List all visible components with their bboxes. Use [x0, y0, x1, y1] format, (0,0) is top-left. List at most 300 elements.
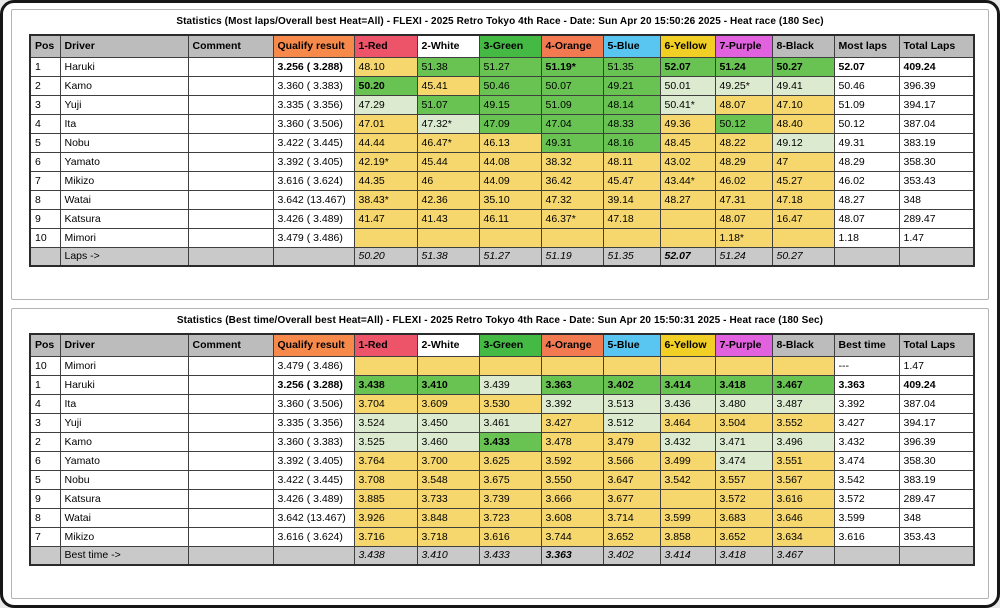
pos-cell: 7 [30, 171, 60, 190]
heat-cell: 50.12 [715, 114, 772, 133]
comment-cell [188, 76, 273, 95]
table-row [30, 190, 974, 209]
qualify-cell: 3.256 ( 3.288) [273, 375, 354, 394]
driver-cell: Kamo [60, 76, 188, 95]
heat-cell: 3.496 [772, 432, 834, 451]
heat-cell: 3.480 [715, 394, 772, 413]
result-cell: 48.29 [834, 152, 899, 171]
result-cell: 3.427 [834, 413, 899, 432]
summary-heat-cell: 51.35 [603, 247, 660, 266]
qualify-cell: 3.479 ( 3.486) [273, 356, 354, 375]
total-laps-cell: 394.17 [899, 413, 974, 432]
heat-cell: 3.700 [417, 451, 479, 470]
driver-cell: Mimori [60, 356, 188, 375]
heat-cell: 48.29 [715, 152, 772, 171]
total-laps-cell: 353.43 [899, 527, 974, 546]
qualify-cell: 3.392 ( 3.405) [273, 152, 354, 171]
heat-cell: 44.08 [479, 152, 541, 171]
heat-cell: 16.47 [772, 209, 834, 228]
comment-cell [188, 114, 273, 133]
summary-result-cell [834, 247, 899, 266]
heat-cell: 48.33 [603, 114, 660, 133]
heat-cell: 48.07 [715, 95, 772, 114]
summary-row [30, 546, 974, 565]
heat-cell: 47.32 [541, 190, 603, 209]
heat-cell: 3.487 [772, 394, 834, 413]
qualify-cell: 3.616 ( 3.624) [273, 527, 354, 546]
heat-cell: 3.410 [417, 375, 479, 394]
pos-cell: 6 [30, 451, 60, 470]
comment-cell [188, 57, 273, 76]
heat-cell: 3.666 [541, 489, 603, 508]
summary-qualify-cell [273, 247, 354, 266]
heat-cell: 3.557 [715, 470, 772, 489]
heat-cell: 46.02 [715, 171, 772, 190]
pos-cell: 4 [30, 114, 60, 133]
qualify-cell: 3.422 ( 3.445) [273, 133, 354, 152]
pos-cell: 10 [30, 356, 60, 375]
result-cell: 3.432 [834, 432, 899, 451]
heat-cell: 3.733 [417, 489, 479, 508]
summary-heat-cell: 3.438 [354, 546, 417, 565]
heat-cell: 45.27 [772, 171, 834, 190]
table-row [30, 470, 974, 489]
heat-cell [660, 489, 715, 508]
summary-heat-cell: 51.38 [417, 247, 479, 266]
summary-qualify-cell [273, 546, 354, 565]
result-cell: 52.07 [834, 57, 899, 76]
comment-cell [188, 394, 273, 413]
total-laps-cell: 1.47 [899, 228, 974, 247]
heat-cell: 3.716 [354, 527, 417, 546]
total-laps-cell: 289.47 [899, 209, 974, 228]
column-header-7-purple: 7-Purple [715, 334, 772, 356]
column-header-most-laps: Most laps [834, 35, 899, 57]
table-row [30, 375, 974, 394]
heat-cell: 3.363 [541, 375, 603, 394]
pos-cell: 3 [30, 413, 60, 432]
heat-cell: 51.19* [541, 57, 603, 76]
heat-cell: 3.683 [715, 508, 772, 527]
heat-cell: 3.478 [541, 432, 603, 451]
heat-cell: 3.461 [479, 413, 541, 432]
column-header-pos: Pos [30, 35, 60, 57]
driver-cell: Ita [60, 114, 188, 133]
summary-heat-cell: 52.07 [660, 247, 715, 266]
heat-cell: 3.513 [603, 394, 660, 413]
heat-cell [354, 228, 417, 247]
heat-cell: 43.44* [660, 171, 715, 190]
table-row [30, 432, 974, 451]
column-header-6-yellow: 6-Yellow [660, 334, 715, 356]
heat-cell: 3.438 [354, 375, 417, 394]
qualify-cell: 3.392 ( 3.405) [273, 451, 354, 470]
heat-cell: 51.07 [417, 95, 479, 114]
column-header-2-white: 2-White [417, 35, 479, 57]
driver-cell: Nobu [60, 133, 188, 152]
pos-cell: 6 [30, 152, 60, 171]
qualify-cell: 3.479 ( 3.486) [273, 228, 354, 247]
summary-comment-cell [188, 546, 273, 565]
comment-cell [188, 527, 273, 546]
heat-cell: 3.504 [715, 413, 772, 432]
heat-cell: 50.20 [354, 76, 417, 95]
heat-cell: 3.433 [479, 432, 541, 451]
summary-heat-cell: 3.414 [660, 546, 715, 565]
heat-cell: 3.460 [417, 432, 479, 451]
driver-cell: Yamato [60, 451, 188, 470]
heat-cell: 46.47* [417, 133, 479, 152]
column-header-best-time: Best time [834, 334, 899, 356]
table-title: Statistics (Best time/Overall best Heat=All) - FLEXI - 2025 Retro Tokyo 4th Race - Date: Sun Apr 20 15:50:31 2025 - Heat race (180 Sec) [176, 315, 824, 326]
total-laps-cell: 348 [899, 190, 974, 209]
heat-cell: 50.01 [660, 76, 715, 95]
table-row [30, 527, 974, 546]
table-title: Statistics (Most laps/Overall best Heat=All) - FLEXI - 2025 Retro Tokyo 4th Race - Date: Sun Apr 20 15:50:26 2025 - Heat race (180 Sec) [176, 16, 824, 27]
heat-cell: 47.31 [715, 190, 772, 209]
heat-cell: 49.25* [715, 76, 772, 95]
heat-cell: 47.04 [541, 114, 603, 133]
heat-cell: 50.07 [541, 76, 603, 95]
comment-cell [188, 152, 273, 171]
heat-cell: 51.24 [715, 57, 772, 76]
heat-cell: 3.625 [479, 451, 541, 470]
qualify-cell: 3.360 ( 3.506) [273, 114, 354, 133]
column-header-1-red: 1-Red [354, 334, 417, 356]
heat-cell: 51.38 [417, 57, 479, 76]
heat-cell: 3.439 [479, 375, 541, 394]
table-row [30, 152, 974, 171]
column-header-qualify-result: Qualify result [273, 35, 354, 57]
heat-cell: 48.07 [715, 209, 772, 228]
heat-cell: 46 [417, 171, 479, 190]
heat-cell: 45.41 [417, 76, 479, 95]
comment-cell [188, 432, 273, 451]
heat-cell [660, 228, 715, 247]
heat-cell: 3.704 [354, 394, 417, 413]
heat-cell: 51.27 [479, 57, 541, 76]
total-laps-cell: 1.47 [899, 356, 974, 375]
pos-cell: 1 [30, 375, 60, 394]
column-header-total-laps: Total Laps [899, 35, 974, 57]
heat-cell: 48.40 [772, 114, 834, 133]
result-cell: 3.616 [834, 527, 899, 546]
heat-cell: 36.42 [541, 171, 603, 190]
pos-cell: 4 [30, 394, 60, 413]
heat-cell: 3.450 [417, 413, 479, 432]
column-header-4-orange: 4-Orange [541, 334, 603, 356]
heat-cell: 3.723 [479, 508, 541, 527]
total-laps-cell: 358.30 [899, 451, 974, 470]
driver-cell: Nobu [60, 470, 188, 489]
total-laps-cell: 396.39 [899, 432, 974, 451]
summary-heat-cell: 51.19 [541, 247, 603, 266]
pos-cell: 9 [30, 209, 60, 228]
heat-cell: 3.392 [541, 394, 603, 413]
table-row [30, 95, 974, 114]
heat-cell: 48.11 [603, 152, 660, 171]
pos-cell: 5 [30, 133, 60, 152]
table-row [30, 508, 974, 527]
heat-cell: 3.647 [603, 470, 660, 489]
heat-cell [354, 356, 417, 375]
driver-cell: Yuji [60, 413, 188, 432]
summary-heat-cell: 50.20 [354, 247, 417, 266]
table-row [30, 356, 974, 375]
heat-cell: 47.01 [354, 114, 417, 133]
most-laps-table [29, 34, 975, 267]
heat-cell: 45.47 [603, 171, 660, 190]
heat-cell: 3.718 [417, 527, 479, 546]
most-laps-section [11, 9, 989, 300]
heat-cell: 3.592 [541, 451, 603, 470]
header-row [30, 35, 974, 57]
best-time-table [29, 333, 975, 566]
heat-cell: 3.524 [354, 413, 417, 432]
driver-cell: Ita [60, 394, 188, 413]
heat-cell: 52.07 [660, 57, 715, 76]
heat-cell: 49.31 [541, 133, 603, 152]
heat-cell: 47.29 [354, 95, 417, 114]
column-header-8-black: 8-Black [772, 334, 834, 356]
driver-cell: Mikizo [60, 527, 188, 546]
result-cell: 3.363 [834, 375, 899, 394]
driver-cell: Mimori [60, 228, 188, 247]
heat-cell: 48.16 [603, 133, 660, 152]
pos-cell: 1 [30, 57, 60, 76]
result-cell: 3.392 [834, 394, 899, 413]
heat-cell: 47.09 [479, 114, 541, 133]
result-cell: 49.31 [834, 133, 899, 152]
table-row [30, 57, 974, 76]
qualify-cell: 3.642 (13.467) [273, 508, 354, 527]
heat-cell [541, 356, 603, 375]
comment-cell [188, 375, 273, 394]
column-header-driver: Driver [60, 35, 188, 57]
result-cell: 51.09 [834, 95, 899, 114]
header-row [30, 334, 974, 356]
heat-cell: 3.467 [772, 375, 834, 394]
total-laps-cell: 358.30 [899, 152, 974, 171]
heat-cell: 3.634 [772, 527, 834, 546]
pos-cell: 9 [30, 489, 60, 508]
comment-cell [188, 171, 273, 190]
column-header-pos: Pos [30, 334, 60, 356]
comment-cell [188, 451, 273, 470]
heat-cell: 3.542 [660, 470, 715, 489]
heat-cell [417, 228, 479, 247]
heat-cell: 45.44 [417, 152, 479, 171]
heat-cell: 42.36 [417, 190, 479, 209]
total-laps-cell: 353.43 [899, 171, 974, 190]
pos-cell: 7 [30, 527, 60, 546]
heat-cell [479, 356, 541, 375]
summary-total-cell [899, 546, 974, 565]
qualify-cell: 3.426 ( 3.489) [273, 209, 354, 228]
heat-cell: 48.27 [660, 190, 715, 209]
heat-cell: 49.15 [479, 95, 541, 114]
heat-cell: 3.926 [354, 508, 417, 527]
heat-cell: 3.551 [772, 451, 834, 470]
heat-cell: 3.414 [660, 375, 715, 394]
qualify-cell: 3.360 ( 3.383) [273, 432, 354, 451]
heat-cell [715, 356, 772, 375]
comment-cell [188, 190, 273, 209]
driver-cell: Mikizo [60, 171, 188, 190]
column-header-total-laps: Total Laps [899, 334, 974, 356]
qualify-cell: 3.256 ( 3.288) [273, 57, 354, 76]
heat-cell: 48.14 [603, 95, 660, 114]
heat-cell: 3.402 [603, 375, 660, 394]
heat-cell: 3.530 [479, 394, 541, 413]
heat-cell [603, 356, 660, 375]
heat-cell: 44.09 [479, 171, 541, 190]
comment-cell [188, 413, 273, 432]
comment-cell [188, 133, 273, 152]
heat-cell: 44.44 [354, 133, 417, 152]
comment-cell [188, 209, 273, 228]
total-laps-cell: 394.17 [899, 95, 974, 114]
summary-heat-cell: 3.363 [541, 546, 603, 565]
qualify-cell: 3.335 ( 3.356) [273, 413, 354, 432]
heat-cell: 3.616 [772, 489, 834, 508]
driver-cell: Katsura [60, 489, 188, 508]
heat-cell: 39.14 [603, 190, 660, 209]
driver-cell: Watai [60, 508, 188, 527]
heat-cell: 3.499 [660, 451, 715, 470]
heat-cell: 49.21 [603, 76, 660, 95]
heat-cell [479, 228, 541, 247]
qualify-cell: 3.422 ( 3.445) [273, 470, 354, 489]
total-laps-cell: 383.19 [899, 133, 974, 152]
heat-cell: 3.608 [541, 508, 603, 527]
pos-cell: 8 [30, 190, 60, 209]
column-header-comment: Comment [188, 334, 273, 356]
heat-cell: 3.471 [715, 432, 772, 451]
column-header-6-yellow: 6-Yellow [660, 35, 715, 57]
heat-cell: 44.35 [354, 171, 417, 190]
heat-cell: 48.10 [354, 57, 417, 76]
total-laps-cell: 289.47 [899, 489, 974, 508]
summary-heat-cell: 3.418 [715, 546, 772, 565]
table-row [30, 114, 974, 133]
comment-cell [188, 508, 273, 527]
result-cell: 48.27 [834, 190, 899, 209]
summary-heat-cell: 51.24 [715, 247, 772, 266]
heat-cell: 3.427 [541, 413, 603, 432]
heat-cell: 49.12 [772, 133, 834, 152]
column-header-driver: Driver [60, 334, 188, 356]
total-laps-cell: 348 [899, 508, 974, 527]
summary-pos-cell [30, 546, 60, 565]
heat-cell: 47.10 [772, 95, 834, 114]
heat-cell: 3.616 [479, 527, 541, 546]
result-cell: 3.572 [834, 489, 899, 508]
driver-cell: Kamo [60, 432, 188, 451]
result-cell: 3.599 [834, 508, 899, 527]
heat-cell: 47.18 [603, 209, 660, 228]
pos-cell: 2 [30, 76, 60, 95]
heat-cell: 3.567 [772, 470, 834, 489]
heat-cell: 3.744 [541, 527, 603, 546]
result-cell: 46.02 [834, 171, 899, 190]
heat-cell: 3.418 [715, 375, 772, 394]
heat-cell: 3.714 [603, 508, 660, 527]
heat-cell: 1.18* [715, 228, 772, 247]
heat-cell: 38.32 [541, 152, 603, 171]
total-laps-cell: 396.39 [899, 76, 974, 95]
heat-cell: 3.479 [603, 432, 660, 451]
comment-cell [188, 470, 273, 489]
heat-cell [660, 356, 715, 375]
heat-cell: 49.36 [660, 114, 715, 133]
heat-cell: 46.11 [479, 209, 541, 228]
column-header-2-white: 2-White [417, 334, 479, 356]
heat-cell: 3.764 [354, 451, 417, 470]
summary-heat-cell: 3.467 [772, 546, 834, 565]
summary-heat-cell: 50.27 [772, 247, 834, 266]
heat-cell: 3.858 [660, 527, 715, 546]
table-row [30, 228, 974, 247]
heat-cell: 48.22 [715, 133, 772, 152]
summary-label-cell: Laps -> [60, 247, 188, 266]
heat-cell: 41.43 [417, 209, 479, 228]
heat-cell: 47 [772, 152, 834, 171]
column-header-5-blue: 5-Blue [603, 334, 660, 356]
comment-cell [188, 228, 273, 247]
table-row [30, 76, 974, 95]
heat-cell: 3.739 [479, 489, 541, 508]
heat-cell [603, 228, 660, 247]
pos-cell: 2 [30, 432, 60, 451]
heat-cell: 43.02 [660, 152, 715, 171]
table-row [30, 413, 974, 432]
heat-cell: 3.675 [479, 470, 541, 489]
column-header-8-black: 8-Black [772, 35, 834, 57]
heat-cell: 3.548 [417, 470, 479, 489]
summary-heat-cell: 3.402 [603, 546, 660, 565]
heat-cell: 3.550 [541, 470, 603, 489]
comment-cell [188, 356, 273, 375]
column-header-1-red: 1-Red [354, 35, 417, 57]
heat-cell: 50.41* [660, 95, 715, 114]
heat-cell: 49.41 [772, 76, 834, 95]
heat-cell [660, 209, 715, 228]
table-row [30, 489, 974, 508]
column-header-comment: Comment [188, 35, 273, 57]
table-row [30, 133, 974, 152]
table-row [30, 451, 974, 470]
total-laps-cell: 387.04 [899, 394, 974, 413]
total-laps-cell: 409.24 [899, 375, 974, 394]
heat-cell: 3.525 [354, 432, 417, 451]
heat-cell: 3.708 [354, 470, 417, 489]
heat-cell: 3.646 [772, 508, 834, 527]
result-cell: --- [834, 356, 899, 375]
heat-cell: 3.677 [603, 489, 660, 508]
heat-cell: 47.32* [417, 114, 479, 133]
column-header-4-orange: 4-Orange [541, 35, 603, 57]
summary-pos-cell [30, 247, 60, 266]
heat-cell [772, 228, 834, 247]
qualify-cell: 3.616 ( 3.624) [273, 171, 354, 190]
heat-cell [541, 228, 603, 247]
driver-cell: Yamato [60, 152, 188, 171]
heat-cell: 3.464 [660, 413, 715, 432]
heat-cell: 38.43* [354, 190, 417, 209]
driver-cell: Haruki [60, 57, 188, 76]
heat-cell: 42.19* [354, 152, 417, 171]
